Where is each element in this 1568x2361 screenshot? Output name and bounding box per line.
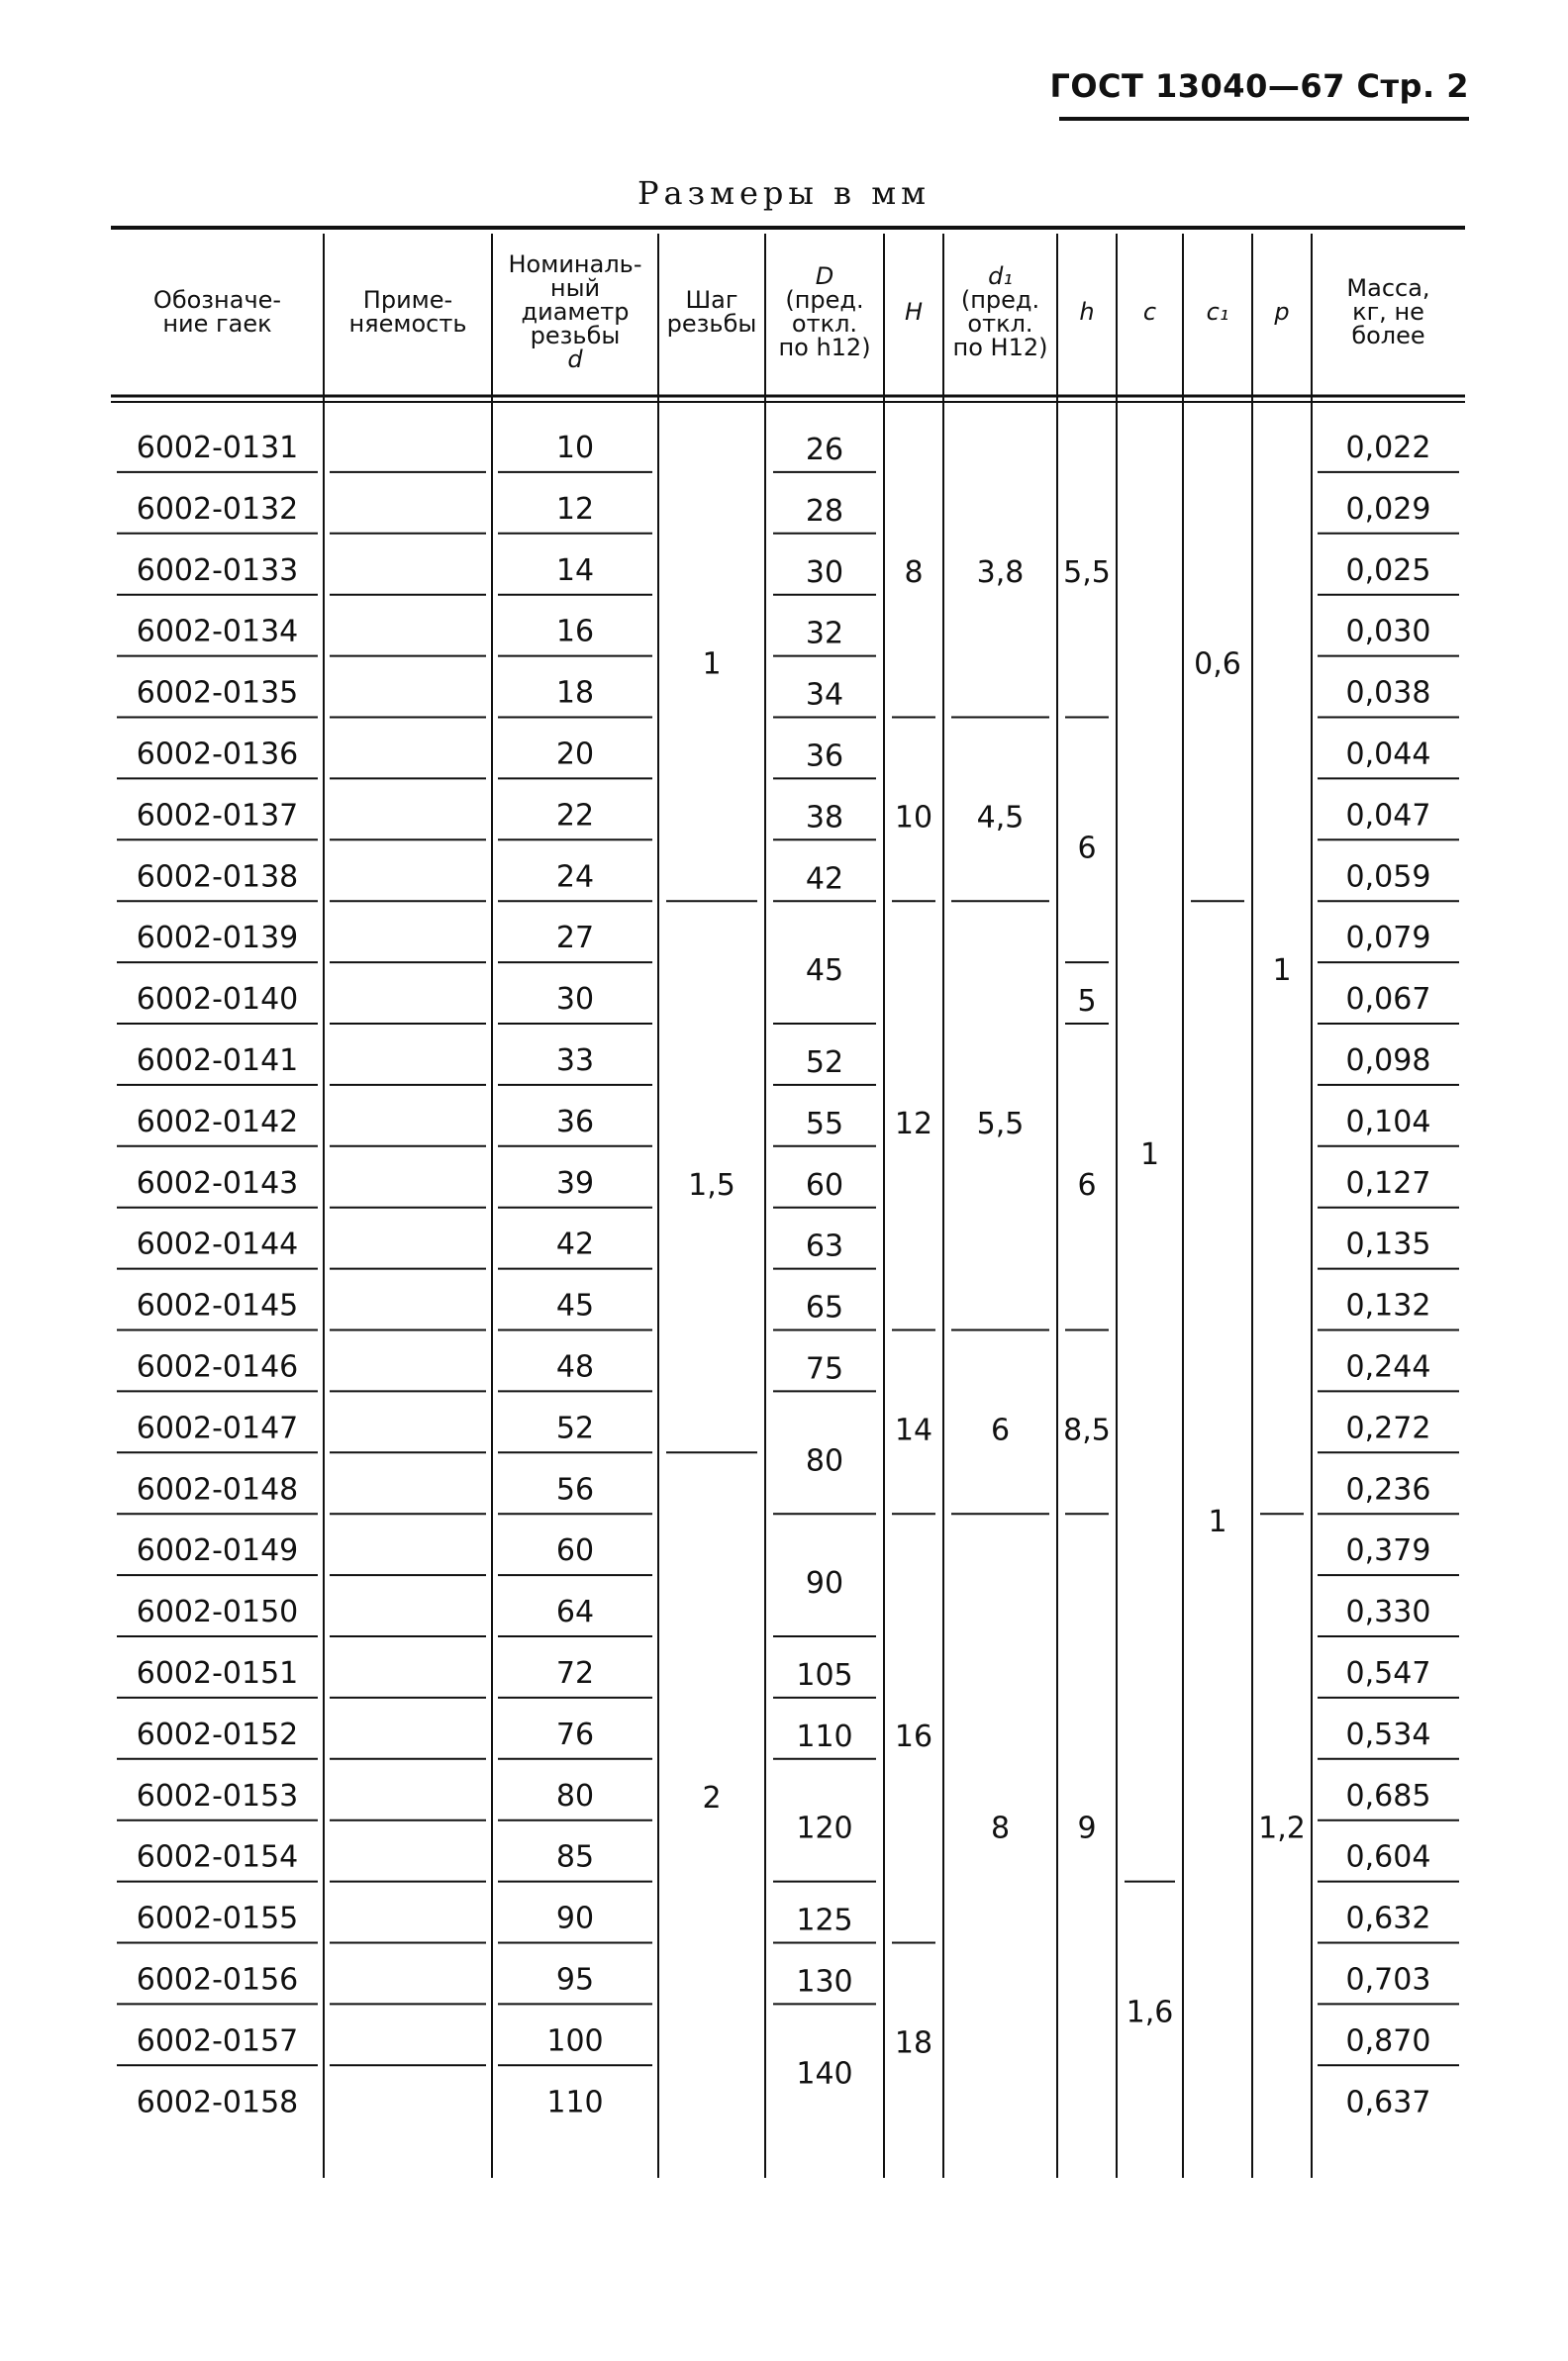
column-header-mass: кг, не bbox=[1352, 298, 1424, 326]
cell-D: 38 bbox=[805, 800, 844, 836]
cell-c: 1 bbox=[1139, 1136, 1160, 1172]
cell-d1: 6 bbox=[990, 1413, 1011, 1448]
column-header-d1: d₁ bbox=[988, 262, 1013, 290]
cell-designation: 6002-0143 bbox=[136, 1165, 299, 1201]
cell-mass: 0,632 bbox=[1345, 1901, 1431, 1936]
cell-h: 6 bbox=[1077, 1167, 1097, 1203]
column-header-D: D bbox=[815, 262, 834, 290]
cell-mass: 0,104 bbox=[1345, 1104, 1431, 1139]
cell-d: 48 bbox=[555, 1349, 595, 1385]
cell-designation: 6002-0135 bbox=[136, 675, 299, 711]
cell-D: 125 bbox=[796, 1903, 853, 1938]
cell-H: 12 bbox=[894, 1106, 933, 1141]
cell-mass: 0,079 bbox=[1345, 921, 1431, 956]
cell-mass: 0,029 bbox=[1345, 491, 1431, 527]
cell-d: 56 bbox=[555, 1472, 595, 1508]
column-header-D: по h12) bbox=[778, 334, 871, 361]
cell-d: 95 bbox=[555, 1962, 595, 1998]
cell-mass: 0,637 bbox=[1345, 2085, 1431, 2120]
cell-H: 10 bbox=[894, 800, 933, 836]
cell-d1: 4,5 bbox=[976, 800, 1025, 836]
cell-designation: 6002-0140 bbox=[136, 982, 299, 1018]
cell-d: 64 bbox=[555, 1595, 595, 1630]
cell-D: 90 bbox=[805, 1566, 844, 1602]
cell-d: 18 bbox=[555, 675, 595, 711]
cell-d: 110 bbox=[546, 2085, 604, 2120]
cell-mass: 0,059 bbox=[1345, 859, 1431, 895]
column-header-h: h bbox=[1079, 298, 1095, 326]
column-header-designation: ние гаек bbox=[162, 310, 272, 338]
cell-mass: 0,870 bbox=[1345, 2023, 1431, 2059]
cell-designation: 6002-0131 bbox=[136, 430, 299, 465]
cell-h: 5,5 bbox=[1063, 554, 1111, 590]
cell-mass: 0,272 bbox=[1345, 1411, 1431, 1446]
column-header-D: (пред. bbox=[785, 286, 864, 314]
cell-mass: 0,132 bbox=[1345, 1288, 1431, 1324]
column-header-d1: (пред. bbox=[960, 286, 1040, 314]
cell-d: 16 bbox=[555, 614, 595, 649]
cell-d: 24 bbox=[555, 859, 595, 895]
cell-h: 5 bbox=[1077, 984, 1097, 1020]
cell-d: 27 bbox=[555, 921, 595, 956]
cell-H: 18 bbox=[894, 2025, 933, 2061]
cell-mass: 0,330 bbox=[1345, 1595, 1431, 1630]
cell-D: 80 bbox=[805, 1443, 844, 1479]
cell-designation: 6002-0145 bbox=[136, 1288, 299, 1324]
cell-mass: 0,047 bbox=[1345, 798, 1431, 834]
cell-p: 1 bbox=[1272, 953, 1292, 989]
cell-d: 30 bbox=[555, 982, 595, 1018]
column-header-p: p bbox=[1274, 298, 1290, 326]
cell-mass: 0,703 bbox=[1345, 1962, 1431, 1998]
cell-D: 65 bbox=[805, 1290, 844, 1326]
cell-d: 60 bbox=[555, 1533, 595, 1569]
cell-mass: 0,379 bbox=[1345, 1533, 1431, 1569]
cell-designation: 6002-0155 bbox=[136, 1901, 299, 1936]
cell-designation: 6002-0150 bbox=[136, 1595, 299, 1630]
column-header-applicability: Приме- bbox=[362, 286, 453, 314]
column-header-pitch: Шаг bbox=[685, 286, 738, 314]
cell-d: 80 bbox=[555, 1778, 595, 1814]
cell-designation: 6002-0157 bbox=[136, 2023, 299, 2059]
cell-D: 140 bbox=[796, 2056, 853, 2092]
column-header-c1: c₁ bbox=[1206, 298, 1229, 326]
column-header-H: H bbox=[904, 298, 924, 326]
cell-d: 14 bbox=[555, 552, 595, 588]
cell-D: 60 bbox=[805, 1167, 844, 1203]
cell-H: 16 bbox=[894, 1719, 933, 1754]
column-header-d: диаметр bbox=[521, 298, 630, 326]
cell-D: 45 bbox=[805, 953, 844, 989]
cell-d: 12 bbox=[555, 491, 595, 527]
cell-d: 22 bbox=[555, 798, 595, 834]
cell-D: 130 bbox=[796, 1964, 853, 2000]
column-header-d1: по H12) bbox=[952, 334, 1048, 361]
cell-designation: 6002-0156 bbox=[136, 1962, 299, 1998]
cell-mass: 0,067 bbox=[1345, 982, 1431, 1018]
cell-D: 28 bbox=[805, 493, 844, 529]
column-header-d: резьбы bbox=[530, 322, 621, 349]
cell-p: 1,2 bbox=[1258, 1811, 1306, 1846]
cell-designation: 6002-0132 bbox=[136, 491, 299, 527]
cell-designation: 6002-0133 bbox=[136, 552, 299, 588]
cell-D: 63 bbox=[805, 1229, 844, 1264]
cell-mass: 0,685 bbox=[1345, 1778, 1431, 1814]
cell-D: 42 bbox=[805, 861, 844, 897]
cell-D: 30 bbox=[805, 554, 844, 590]
cell-d: 20 bbox=[555, 737, 595, 772]
cell-d: 10 bbox=[555, 430, 595, 465]
column-header-D: откл. bbox=[791, 310, 858, 338]
cell-mass: 0,030 bbox=[1345, 614, 1431, 649]
cell-designation: 6002-0138 bbox=[136, 859, 299, 895]
cell-designation: 6002-0154 bbox=[136, 1839, 299, 1875]
cell-d1: 5,5 bbox=[976, 1106, 1025, 1141]
cell-D: 34 bbox=[805, 677, 844, 713]
cell-designation: 6002-0149 bbox=[136, 1533, 299, 1569]
cell-D: 36 bbox=[805, 738, 844, 774]
cell-designation: 6002-0137 bbox=[136, 798, 299, 834]
units-caption: Размеры в мм bbox=[637, 174, 931, 212]
cell-c1: 1 bbox=[1208, 1505, 1227, 1540]
cell-designation: 6002-0139 bbox=[136, 921, 299, 956]
cell-h: 8,5 bbox=[1063, 1413, 1111, 1448]
cell-d: 72 bbox=[555, 1655, 595, 1691]
cell-mass: 0,534 bbox=[1345, 1717, 1431, 1752]
column-header-applicability: няемость bbox=[348, 310, 467, 338]
cell-d1: 3,8 bbox=[976, 554, 1025, 590]
cell-mass: 0,044 bbox=[1345, 737, 1431, 772]
column-header-d: d bbox=[567, 345, 583, 373]
cell-designation: 6002-0158 bbox=[136, 2085, 299, 2120]
cell-d: 45 bbox=[555, 1288, 595, 1324]
cell-designation: 6002-0152 bbox=[136, 1717, 299, 1752]
cell-designation: 6002-0151 bbox=[136, 1655, 299, 1691]
cell-D: 120 bbox=[796, 1811, 853, 1846]
cell-pitch: 1,5 bbox=[688, 1167, 735, 1203]
cell-d1: 8 bbox=[990, 1811, 1011, 1846]
cell-d: 85 bbox=[555, 1839, 595, 1875]
cell-D: 110 bbox=[796, 1719, 853, 1754]
cell-d: 36 bbox=[555, 1104, 595, 1139]
column-header-mass: более bbox=[1351, 322, 1425, 349]
column-header-d: ный bbox=[549, 274, 601, 302]
cell-d: 33 bbox=[555, 1042, 595, 1078]
cell-D: 55 bbox=[805, 1106, 844, 1141]
cell-c: 1,6 bbox=[1126, 1995, 1174, 2030]
cell-designation: 6002-0142 bbox=[136, 1104, 299, 1139]
cell-mass: 0,025 bbox=[1345, 552, 1431, 588]
cell-designation: 6002-0136 bbox=[136, 737, 299, 772]
cell-pitch: 1 bbox=[702, 646, 722, 682]
cell-mass: 0,604 bbox=[1345, 1839, 1431, 1875]
column-header-d: Номиналь- bbox=[508, 250, 642, 278]
column-header-pitch: резьбы bbox=[666, 310, 757, 338]
cell-mass: 0,022 bbox=[1345, 430, 1431, 465]
cell-d: 42 bbox=[555, 1227, 595, 1262]
cell-designation: 6002-0153 bbox=[136, 1778, 299, 1814]
cell-mass: 0,244 bbox=[1345, 1349, 1431, 1385]
cell-designation: 6002-0146 bbox=[136, 1349, 299, 1385]
cell-mass: 0,547 bbox=[1345, 1655, 1431, 1691]
cell-h: 9 bbox=[1077, 1811, 1097, 1846]
column-header-c: c bbox=[1142, 298, 1157, 326]
cell-designation: 6002-0148 bbox=[136, 1472, 299, 1508]
cell-designation: 6002-0147 bbox=[136, 1411, 299, 1446]
cell-designation: 6002-0144 bbox=[136, 1227, 299, 1262]
cell-h: 6 bbox=[1077, 831, 1097, 866]
cell-d: 100 bbox=[546, 2023, 604, 2059]
cell-D: 26 bbox=[805, 432, 844, 467]
column-header-mass: Масса, bbox=[1346, 274, 1430, 302]
page-header-text: ГОСТ 13040—67 Стр. 2 bbox=[1049, 67, 1469, 105]
cell-H: 14 bbox=[894, 1413, 933, 1448]
cell-mass: 0,098 bbox=[1345, 1042, 1431, 1078]
cell-pitch: 2 bbox=[702, 1780, 722, 1816]
cell-mass: 0,127 bbox=[1345, 1165, 1431, 1201]
cell-mass: 0,236 bbox=[1345, 1472, 1431, 1508]
cell-d: 52 bbox=[555, 1411, 595, 1446]
cell-D: 75 bbox=[805, 1351, 844, 1387]
cell-d: 90 bbox=[555, 1901, 595, 1936]
cell-mass: 0,135 bbox=[1345, 1227, 1431, 1262]
cell-d: 39 bbox=[555, 1165, 595, 1201]
cell-D: 52 bbox=[805, 1044, 844, 1080]
column-header-designation: Обозначе- bbox=[152, 286, 282, 314]
cell-d: 76 bbox=[555, 1717, 595, 1752]
cell-c1: 0,6 bbox=[1194, 646, 1241, 682]
cell-D: 105 bbox=[796, 1657, 853, 1693]
cell-D: 32 bbox=[805, 616, 844, 651]
cell-mass: 0,038 bbox=[1345, 675, 1431, 711]
cell-designation: 6002-0134 bbox=[136, 614, 299, 649]
cell-H: 8 bbox=[904, 554, 924, 590]
column-header-d1: откл. bbox=[967, 310, 1033, 338]
cell-designation: 6002-0141 bbox=[136, 1042, 299, 1078]
